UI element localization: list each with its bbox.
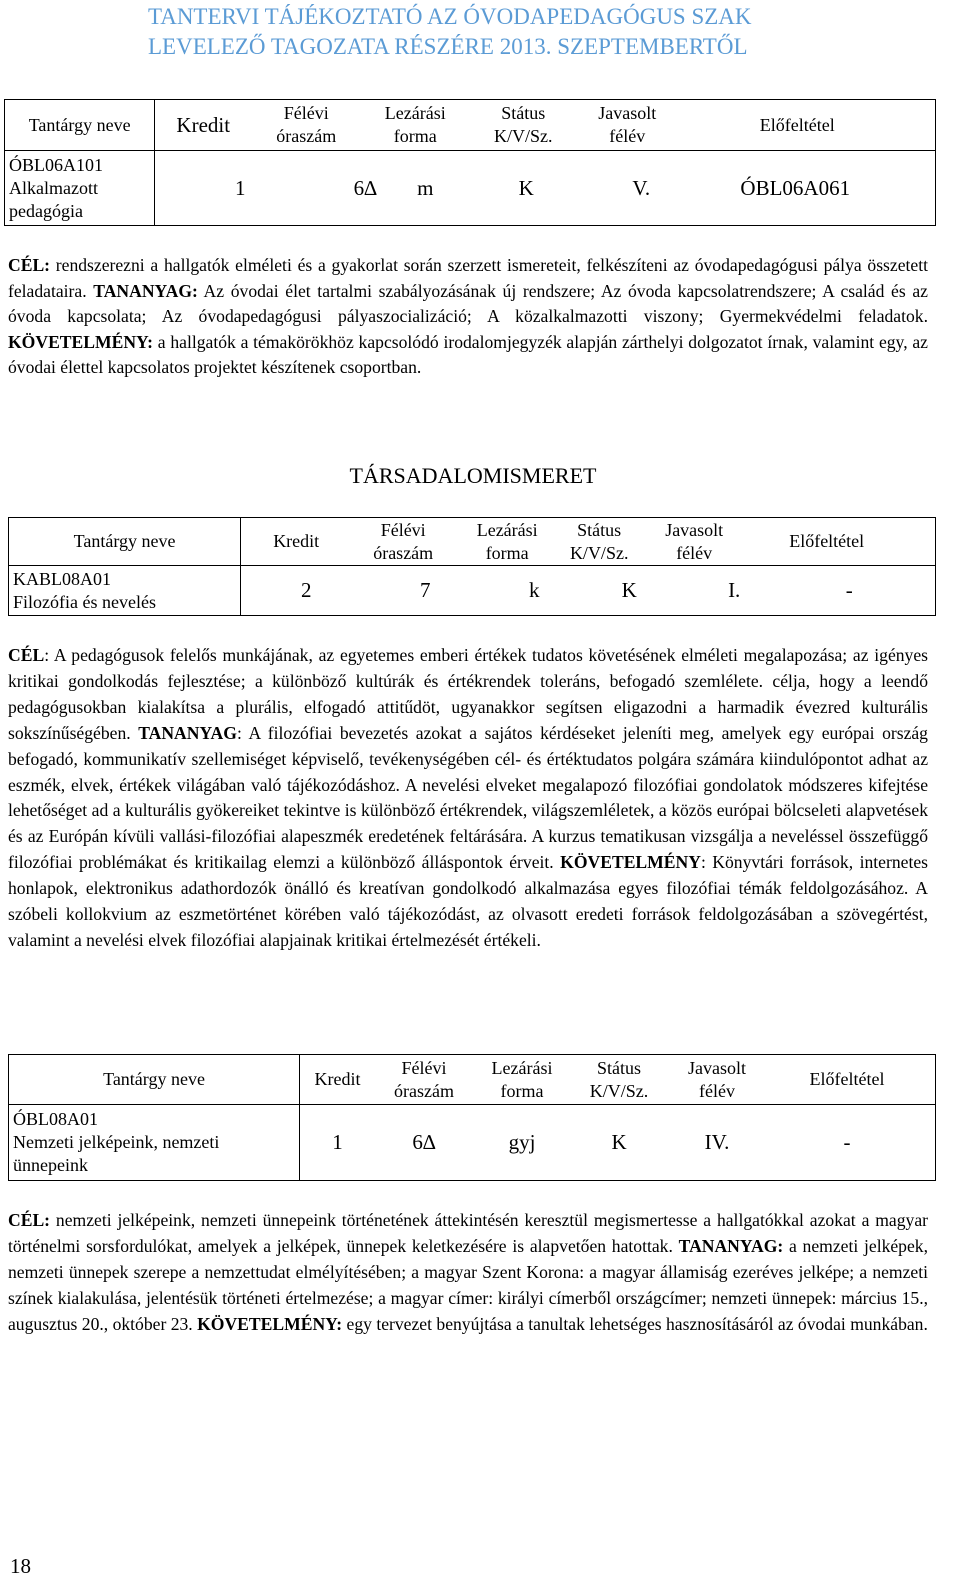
col-header-lezarasi (361, 102, 469, 148)
header-line-1: TANTERVI TÁJÉKOZTATÓ AZ ÓVODAPEDAGÓGUS SZAK (148, 4, 752, 29)
col-header-lezarasi-2: forma (393, 126, 437, 146)
course-1-code: ÓBL06A101 (9, 154, 103, 175)
col-header-javasolt-2 (639, 519, 749, 565)
course-2-cel-label: CÉL (8, 645, 45, 665)
course-1-felev: V. (632, 175, 651, 200)
col-header-lezarasi-3a: Lezárási (491, 1057, 553, 1078)
column-headers (155, 102, 935, 148)
col-header-felevi (251, 102, 361, 148)
col-header-lezarasi-3 (473, 1057, 571, 1103)
course-2-elofeltetel: - (845, 578, 853, 602)
course-1-forma: m (417, 175, 434, 200)
course-2-oraszam: 7 (419, 578, 431, 602)
course-3-cel: nemzeti jelképeink, nemzeti ünnepeink történetének áttekintésén keresztül megismertesse a hallgatókkal azokat a magyar történelmi sorsfordulókat, amelyek a jelképek, ünnepek keletkezésére is alapvetően hatottak. (8, 1210, 928, 1256)
course-1-name-line-1: Alkalmazott (9, 177, 98, 198)
col-header-kredit-2: Kredit (273, 531, 320, 551)
course-3-elofeltetel: - (843, 1130, 851, 1154)
col-header-javasolt-2b: félév (676, 542, 713, 563)
col-header-lezarasi-2 (455, 519, 559, 565)
course-2-status: K (621, 578, 637, 602)
col-header-felevi-3 (375, 1057, 473, 1103)
course-3-status: K (611, 1130, 627, 1154)
course-1-name-line-2: pedagógia (9, 200, 83, 221)
course-1-name-cell (5, 151, 155, 226)
col-header-lezarasi-1: Lezárási (384, 103, 446, 123)
col-header-status-2 (559, 519, 639, 565)
course-3-tananyag-label: TANANYAG: (678, 1235, 784, 1256)
course-2-values (241, 579, 935, 602)
col-header-felevi-2: óraszám (276, 126, 337, 146)
course-3-name-line-1: Nemzeti jelképeink, nemzeti (13, 1132, 220, 1152)
col-header-elofeltetel-3: Előfeltétel (809, 1069, 885, 1089)
course-2-name-cell (9, 566, 241, 616)
col-header-lezarasi-2b: forma (485, 542, 529, 563)
col-header-name-3: Tantárgy neve (9, 1055, 300, 1105)
section-title: TÁRSADALOMISMERET (349, 463, 597, 488)
col-header-javasolt-3b: félév (699, 1080, 736, 1101)
course-1-oraszam: 6∆ (353, 175, 377, 200)
col-header-name-2: Tantárgy neve (9, 518, 241, 566)
course-3-forma: gyj (508, 1130, 536, 1154)
col-header-status-3 (571, 1057, 667, 1103)
course-3-values (300, 1131, 935, 1154)
col-header-javasolt (577, 102, 677, 148)
col-header-felevi-2b: óraszám (373, 542, 434, 563)
course-1-elofeltetel: ÓBL06A061 (740, 175, 851, 200)
course-3-code: ÓBL08A01 (13, 1109, 98, 1129)
course-1-kovetelmeny: a hallgatók a témakörökhöz kapcsolódó irodalomjegyzék alapján zárthelyi dolgozatot írnak, valamint egy, az óvodai élettel kapcsolatos projektet készítenek csoportban. (8, 331, 928, 378)
col-header-kredit-3: Kredit (314, 1069, 361, 1089)
col-header-lezarasi-2a: Lezárási (476, 519, 538, 540)
course-1-kovetelmeny-label: KÖVETELMÉNY: (8, 331, 154, 352)
course-3-cel-label: CÉL: (8, 1210, 51, 1230)
course-2-description (8, 643, 928, 954)
col-header-felevi-3a: Félévi (401, 1057, 447, 1078)
col-header-status-2b: K/V/Sz. (569, 542, 629, 563)
col-header-name: Tantárgy neve (5, 100, 155, 151)
column-headers-2 (241, 519, 935, 565)
course-3-description (8, 1208, 928, 1338)
page-number: 18 (10, 1554, 31, 1578)
course-2-name-line-1: Filozófia és nevelés (13, 591, 156, 612)
course-2-kredit: 2 (300, 578, 312, 602)
course-3-felev: IV. (704, 1130, 730, 1154)
course-3-name-line-2: ünnepeink (13, 1155, 88, 1175)
course-1-kredit: 1 (235, 175, 246, 200)
document-header (148, 2, 828, 62)
col-header-lezarasi-3b: forma (500, 1080, 544, 1101)
col-header-status-2a: Státus (577, 519, 622, 540)
course-2-cel: : A pedagógusok felelős munkájának, az egyetemes emberi értékek tudatos követésének elméleti megalapozása; az igényes kritikai gondolkodás fejlesztése; a különböző kultúrák és értékrendek toleráns, befogadó szemlélete. célja, hogy a leendő pedagógusokban kialakítsa a plurális, elfogadó attitűdöt, ugyanakkor segítsen eligazodni a harmadik évezred kulturális sokszínűségében. (8, 645, 928, 743)
col-header-status (469, 102, 577, 148)
course-2-kovetelmeny: : Könyvtári források, internetes honlapok, elektronikus adathordozók önálló és kreatívan gondolkodó alkalmazása egyes filozófiai témák feldolgozásához. A szóbeli kollokvium az eszmetörténet körében való tájékozódást, az olvasott eredeti források feldolgozásában a szövegértést, valamint a nevelési elvek filozófiai alapjainak kritikai értelmezését értékeli. (8, 852, 928, 950)
col-header-felevi-2 (351, 519, 455, 565)
header-line-2: LEVELEZŐ TAGOZATA RÉSZÉRE 2013. SZEPTEMBERTŐL (148, 34, 748, 59)
col-header-javasolt-1: Javasolt (598, 103, 657, 123)
col-header-status-3a: Státus (597, 1057, 642, 1078)
course-3-kredit: 1 (332, 1130, 343, 1154)
course-1-status: K (518, 175, 534, 200)
col-header-javasolt-3 (667, 1057, 767, 1103)
course-3-name-cell (9, 1105, 300, 1181)
course-1-cel: rendszerezni a hallgatók elméleti és a gyakorlat során szerzett ismereteit, felkészíteni az óvodapedagógusi pálya összetett feladataira. (8, 255, 928, 301)
course-2-kovetelmeny-label: KÖVETELMÉNY (560, 852, 701, 873)
course-table-2 (8, 517, 936, 616)
course-1-cel-label: CÉL: (8, 255, 51, 275)
col-header-status-2: K/V/Sz. (494, 126, 553, 146)
course-2-code: KABL08A01 (13, 568, 111, 589)
course-1-tananyag-label: TANANYAG: (93, 280, 198, 301)
column-headers-3 (300, 1057, 935, 1103)
col-header-felevi-3b: óraszám (394, 1080, 455, 1101)
col-header-javasolt-2: félév (609, 126, 646, 146)
col-header-kredit: Kredit (176, 112, 231, 137)
col-header-elofeltetel: Előfeltétel (759, 114, 835, 135)
course-table-3 (8, 1054, 936, 1181)
course-3-oraszam: 6∆ (412, 1130, 436, 1154)
course-1-description (8, 253, 928, 381)
col-header-felevi-1: Félévi (283, 103, 329, 123)
col-header-elofeltetel-2: Előfeltétel (789, 531, 865, 551)
col-header-status-3b: K/V/Sz. (589, 1080, 649, 1101)
course-3-tananyag: a nemzeti jelképek, nemzeti ünnepek szerepe a nemzettudat elmélyítésében; a magyar Szent Korona: a magyar államiság ezeréves jelképe; a nemzeti színek kialakulása, jelentésük történeti értelmezése; a magyar címer: királyi címerből országcímer; nemzeti ünnepek: március 15., augusztus 20., október 23. (8, 1235, 928, 1334)
course-2-forma: k (528, 578, 540, 602)
course-3-kovetelmeny-label: KÖVETELMÉNY: (197, 1313, 343, 1334)
course-1-values (155, 177, 935, 200)
col-header-status-1: Státus (501, 103, 546, 123)
course-2-tananyag-label: TANANYAG (138, 722, 237, 743)
course-2-tananyag: : A filozófiai bevezetés azokat a sajátos kérdéseket jeleníti meg, amelyek egy európai ország befogadó, kommunikatív szellemiséget képviselő, tevékenységében cél- és értéktudatos polgára számára kiindulópontot adhat az eszmék, elvek, értékek világában való tájékozódáshoz. A nevelési elveket megalapozó filozófiai gondolatok módszeres kifejtése lehetőséget ad a kulturális gyökereiket tekintve is különböző értékrendek, világszemléletek, a közös európai bölcseleti alapvetések és az Európán kívüli vallási-filozófiai alapeszmék eredetének feltárására. A kurzus tematikusan vizsgálja a neveléssel összefüggő filozófiai problémákat és kritikailag elemzi a különböző álláspontok érveit. (8, 722, 928, 873)
course-2-felev: I. (728, 578, 741, 602)
course-1-tananyag: Az óvodai élet tartalmi szabályozásának új rendszere; Az óvoda kapcsolatrendszere; A család és az óvoda kapcsolata; Az óvodapedagógusi pályaszocializáció; A közalkalmazotti viszony; Gyermekvédelmi feladatok. (8, 280, 928, 327)
col-header-felevi-2a: Félévi (380, 519, 426, 540)
col-header-javasolt-3a: Javasolt (688, 1057, 747, 1078)
course-table-1 (4, 99, 936, 226)
col-header-javasolt-2a: Javasolt (665, 519, 724, 540)
course-3-kovetelmeny: egy tervezet benyújtása a tanultak lehetséges hasznosításáról az óvodai munkában. (342, 1313, 928, 1334)
